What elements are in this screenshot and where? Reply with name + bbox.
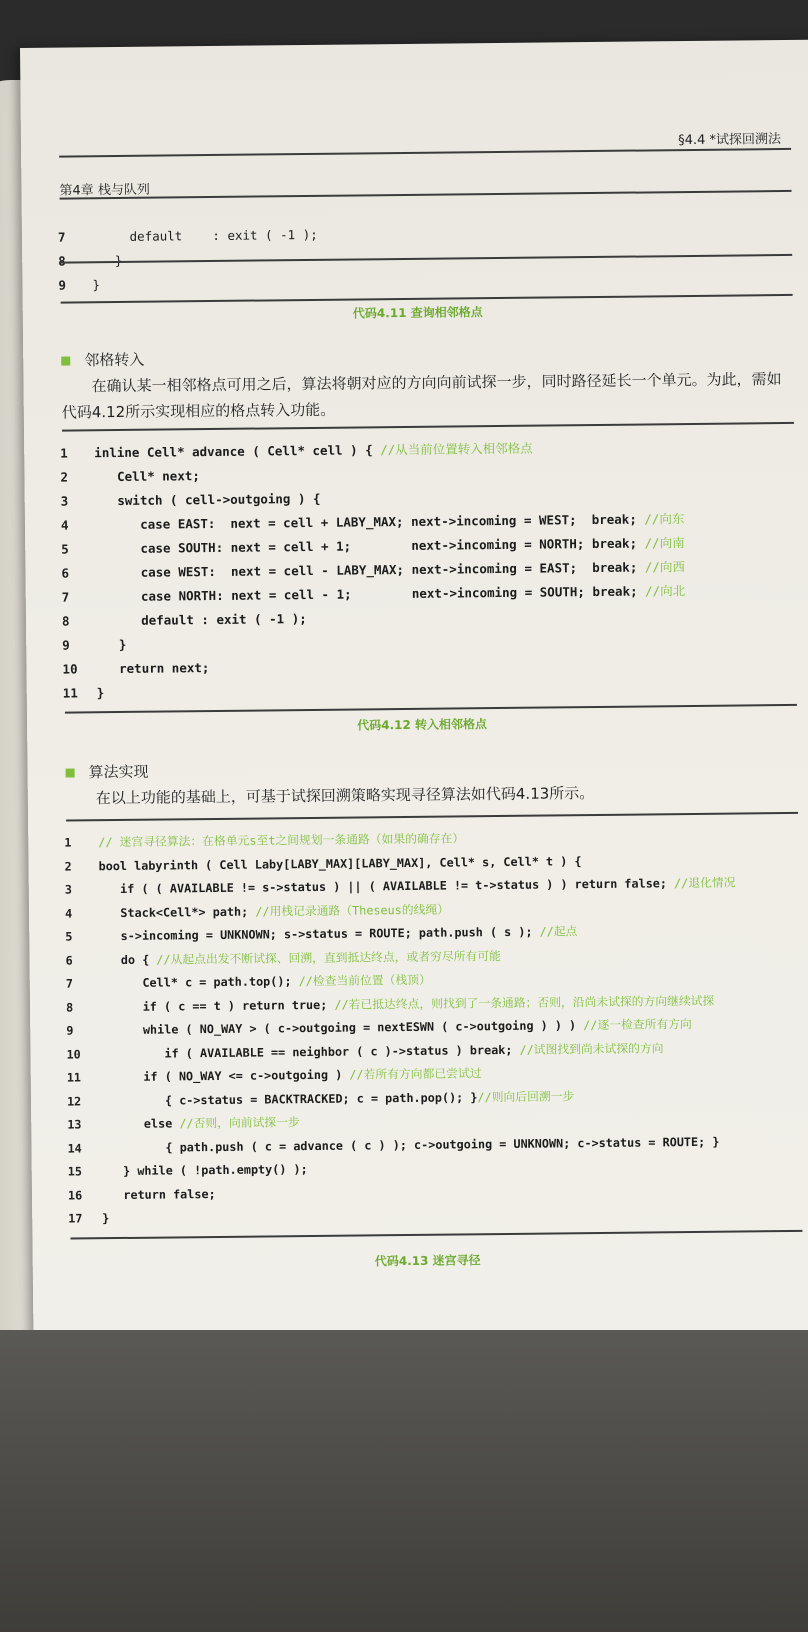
code-comment: // 迷宫寻径算法：在格单元s至t之间规划一条通路（如果的确存在） [98, 831, 465, 850]
line-number: 2 [60, 469, 69, 485]
line-number: 11 [66, 1070, 82, 1085]
line-number: 10 [62, 661, 78, 677]
line-number: 9 [66, 1023, 74, 1038]
code-comment: //用栈记录通路（Theseus的线绳） [255, 902, 450, 919]
code-text: } [92, 277, 101, 293]
code-text: if ( AVAILABLE == neighbor ( c )->status ) break; [100, 1042, 520, 1061]
code-text: } [92, 252, 123, 269]
code-text: if ( NO_WAY <= c->outgoing ) [100, 1067, 350, 1085]
line-number: 7 [61, 589, 70, 605]
code-text: do { [99, 952, 157, 967]
line-number: 10 [66, 1046, 81, 1062]
paragraph-1: 在确认某一相邻格点可用之后，算法将朝对应的方向向前试探一步，同时路径延长一个单元。为此，需如代码4.12所示实现相应的格点转入功能。 [61, 370, 782, 422]
code-comment: //向东 [644, 511, 685, 527]
line-number: 3 [64, 882, 72, 897]
code-text: } [96, 636, 127, 653]
code-text: case EAST: next = cell + LABY_MAX; next->incoming = WEST; break; [94, 511, 645, 533]
line-number: 1 [64, 835, 72, 850]
section-heading-neighbor [61, 349, 144, 371]
code-text: bool labyrinth ( Cell Laby[LABY_MAX][LABY_MAX], Cell* s, Cell* t ) { [98, 853, 582, 873]
line-number: 16 [67, 1187, 83, 1203]
code-comment: //向南 [644, 535, 685, 551]
code-comment: //若所有方向都已尝试过 [349, 1066, 482, 1082]
line-number: 8 [65, 999, 74, 1015]
section-bullet-icon [61, 356, 70, 365]
code-comment: //从当前位置转入相邻格点 [380, 440, 533, 458]
code-text: case NORTH: next = cell - 1; next->incoming = SOUTH; break; [95, 583, 646, 605]
line-number: 9 [58, 277, 67, 293]
code-text: Cell* next; [94, 468, 200, 485]
code-text: default : exit ( -1 ); [91, 226, 318, 245]
code-text: } [96, 685, 105, 701]
code-comment: //检查当前位置（栈顶） [298, 972, 431, 989]
line-number: 8 [61, 613, 70, 629]
caption-4-13: 代码4.13 迷宫寻径 [374, 1253, 481, 1269]
line-number: 11 [62, 685, 78, 701]
code-comment: //从起点出发不断试探、回溯，直到抵达终点，或者穷尽所有可能 [156, 948, 501, 967]
code-block-4-12 [60, 435, 686, 706]
code-text: Stack<Cell*> path; [98, 904, 256, 920]
paragraph-2: 在以上功能的基础上，可基于试探回溯策略实现寻径算法如代码4.13所示。 [95, 784, 595, 808]
code-comment: //向西 [644, 559, 685, 575]
code-text: case WEST: next = cell - LABY_MAX; next->incoming = EAST; break; [95, 559, 645, 581]
line-number: 5 [61, 541, 69, 557]
code-text: Cell* c = path.top(); [99, 974, 299, 991]
code-text: { path.push ( c = advance ( c ) ); c->outgoing = UNKNOWN; c->status = ROUTE; } [101, 1134, 720, 1155]
code-text: case SOUTH: next = cell + 1; next->incoming = NORTH; break; [95, 535, 645, 557]
section-bullet-icon [66, 768, 75, 777]
code-comment: //退化情况 [674, 875, 736, 891]
line-number: 7 [57, 229, 66, 245]
header-rule-top [59, 148, 791, 158]
code-text: if ( c == t ) return true; [99, 997, 335, 1014]
code-text: switch ( cell->outgoing ) { [94, 490, 321, 509]
code-comment: //起点 [539, 924, 578, 939]
line-number: 6 [65, 952, 73, 968]
code-comment: //否则，向前试探一步 [179, 1115, 300, 1131]
code-text: if ( ( AVAILABLE != s->status ) || ( AVAILABLE != t->status ) ) return false; [98, 876, 675, 897]
section-heading-algorithm [65, 761, 148, 783]
line-number: 6 [61, 565, 70, 581]
line-number: 8 [58, 253, 66, 269]
line-number: 4 [64, 906, 73, 921]
code-line [58, 223, 318, 250]
code-comment: //向北 [645, 583, 686, 599]
code-text: default : exit ( -1 ); [95, 611, 307, 629]
code-text: while ( NO_WAY > ( c->outgoing = nextESWN ( c->outgoing ) ) ) [100, 1018, 584, 1038]
code-text: } [102, 1211, 110, 1226]
line-number: 1 [60, 445, 68, 461]
section-header: §4.4 *试探回溯法 [678, 132, 782, 149]
code-comment: //则向后回溯一步 [477, 1088, 575, 1104]
caption-4-12: 代码4.12 转入相邻格点 [357, 717, 488, 733]
book-page [20, 40, 808, 1548]
header-rule [60, 190, 792, 200]
line-number: 7 [65, 976, 73, 991]
code-text: else [101, 1116, 180, 1132]
code-text: return next; [96, 660, 210, 677]
background-below-page [0, 1330, 808, 1632]
line-number: 4 [60, 517, 69, 533]
section-title-1: 邻格转入 [84, 350, 145, 370]
line-number: 2 [64, 859, 72, 874]
code-line [58, 271, 318, 298]
code-comment: //若已抵达终点，则找到了一条通路；否则，沿尚未试探的方向继续试探 [334, 993, 715, 1012]
caption-4-11: 代码4.11 查询相邻格点 [352, 305, 483, 321]
code-comment: //试图找到尚未试探的方向 [519, 1040, 664, 1057]
code-block-4-13 [64, 825, 739, 1232]
line-number: 5 [65, 929, 73, 944]
code-rule-4-13-bottom [70, 1230, 802, 1240]
line-number: 14 [67, 1140, 82, 1156]
code-text: return false; [101, 1186, 216, 1202]
line-number: 17 [68, 1211, 83, 1226]
code-comment: //逐一检查所有方向 [583, 1017, 692, 1033]
code-text: s->incoming = UNKNOWN; s->status = ROUTE; path.push ( s ); [99, 924, 540, 944]
chapter-header: 第4章 栈与队列 [59, 182, 150, 199]
code-rule-4-13-top [66, 812, 798, 822]
code-text: } while ( !path.empty() ); [101, 1162, 308, 1179]
line-number: 12 [66, 1093, 82, 1109]
section-title-2: 算法实现 [88, 762, 149, 782]
line-number: 3 [60, 493, 69, 509]
code-text: { c->status = BACKTRACKED; c = path.pop(); } [100, 1089, 478, 1108]
line-number: 13 [67, 1117, 82, 1132]
line-number: 15 [67, 1164, 83, 1179]
line-number: 9 [62, 637, 70, 653]
code-text: inline Cell* advance ( Cell* cell ) { [94, 442, 381, 461]
